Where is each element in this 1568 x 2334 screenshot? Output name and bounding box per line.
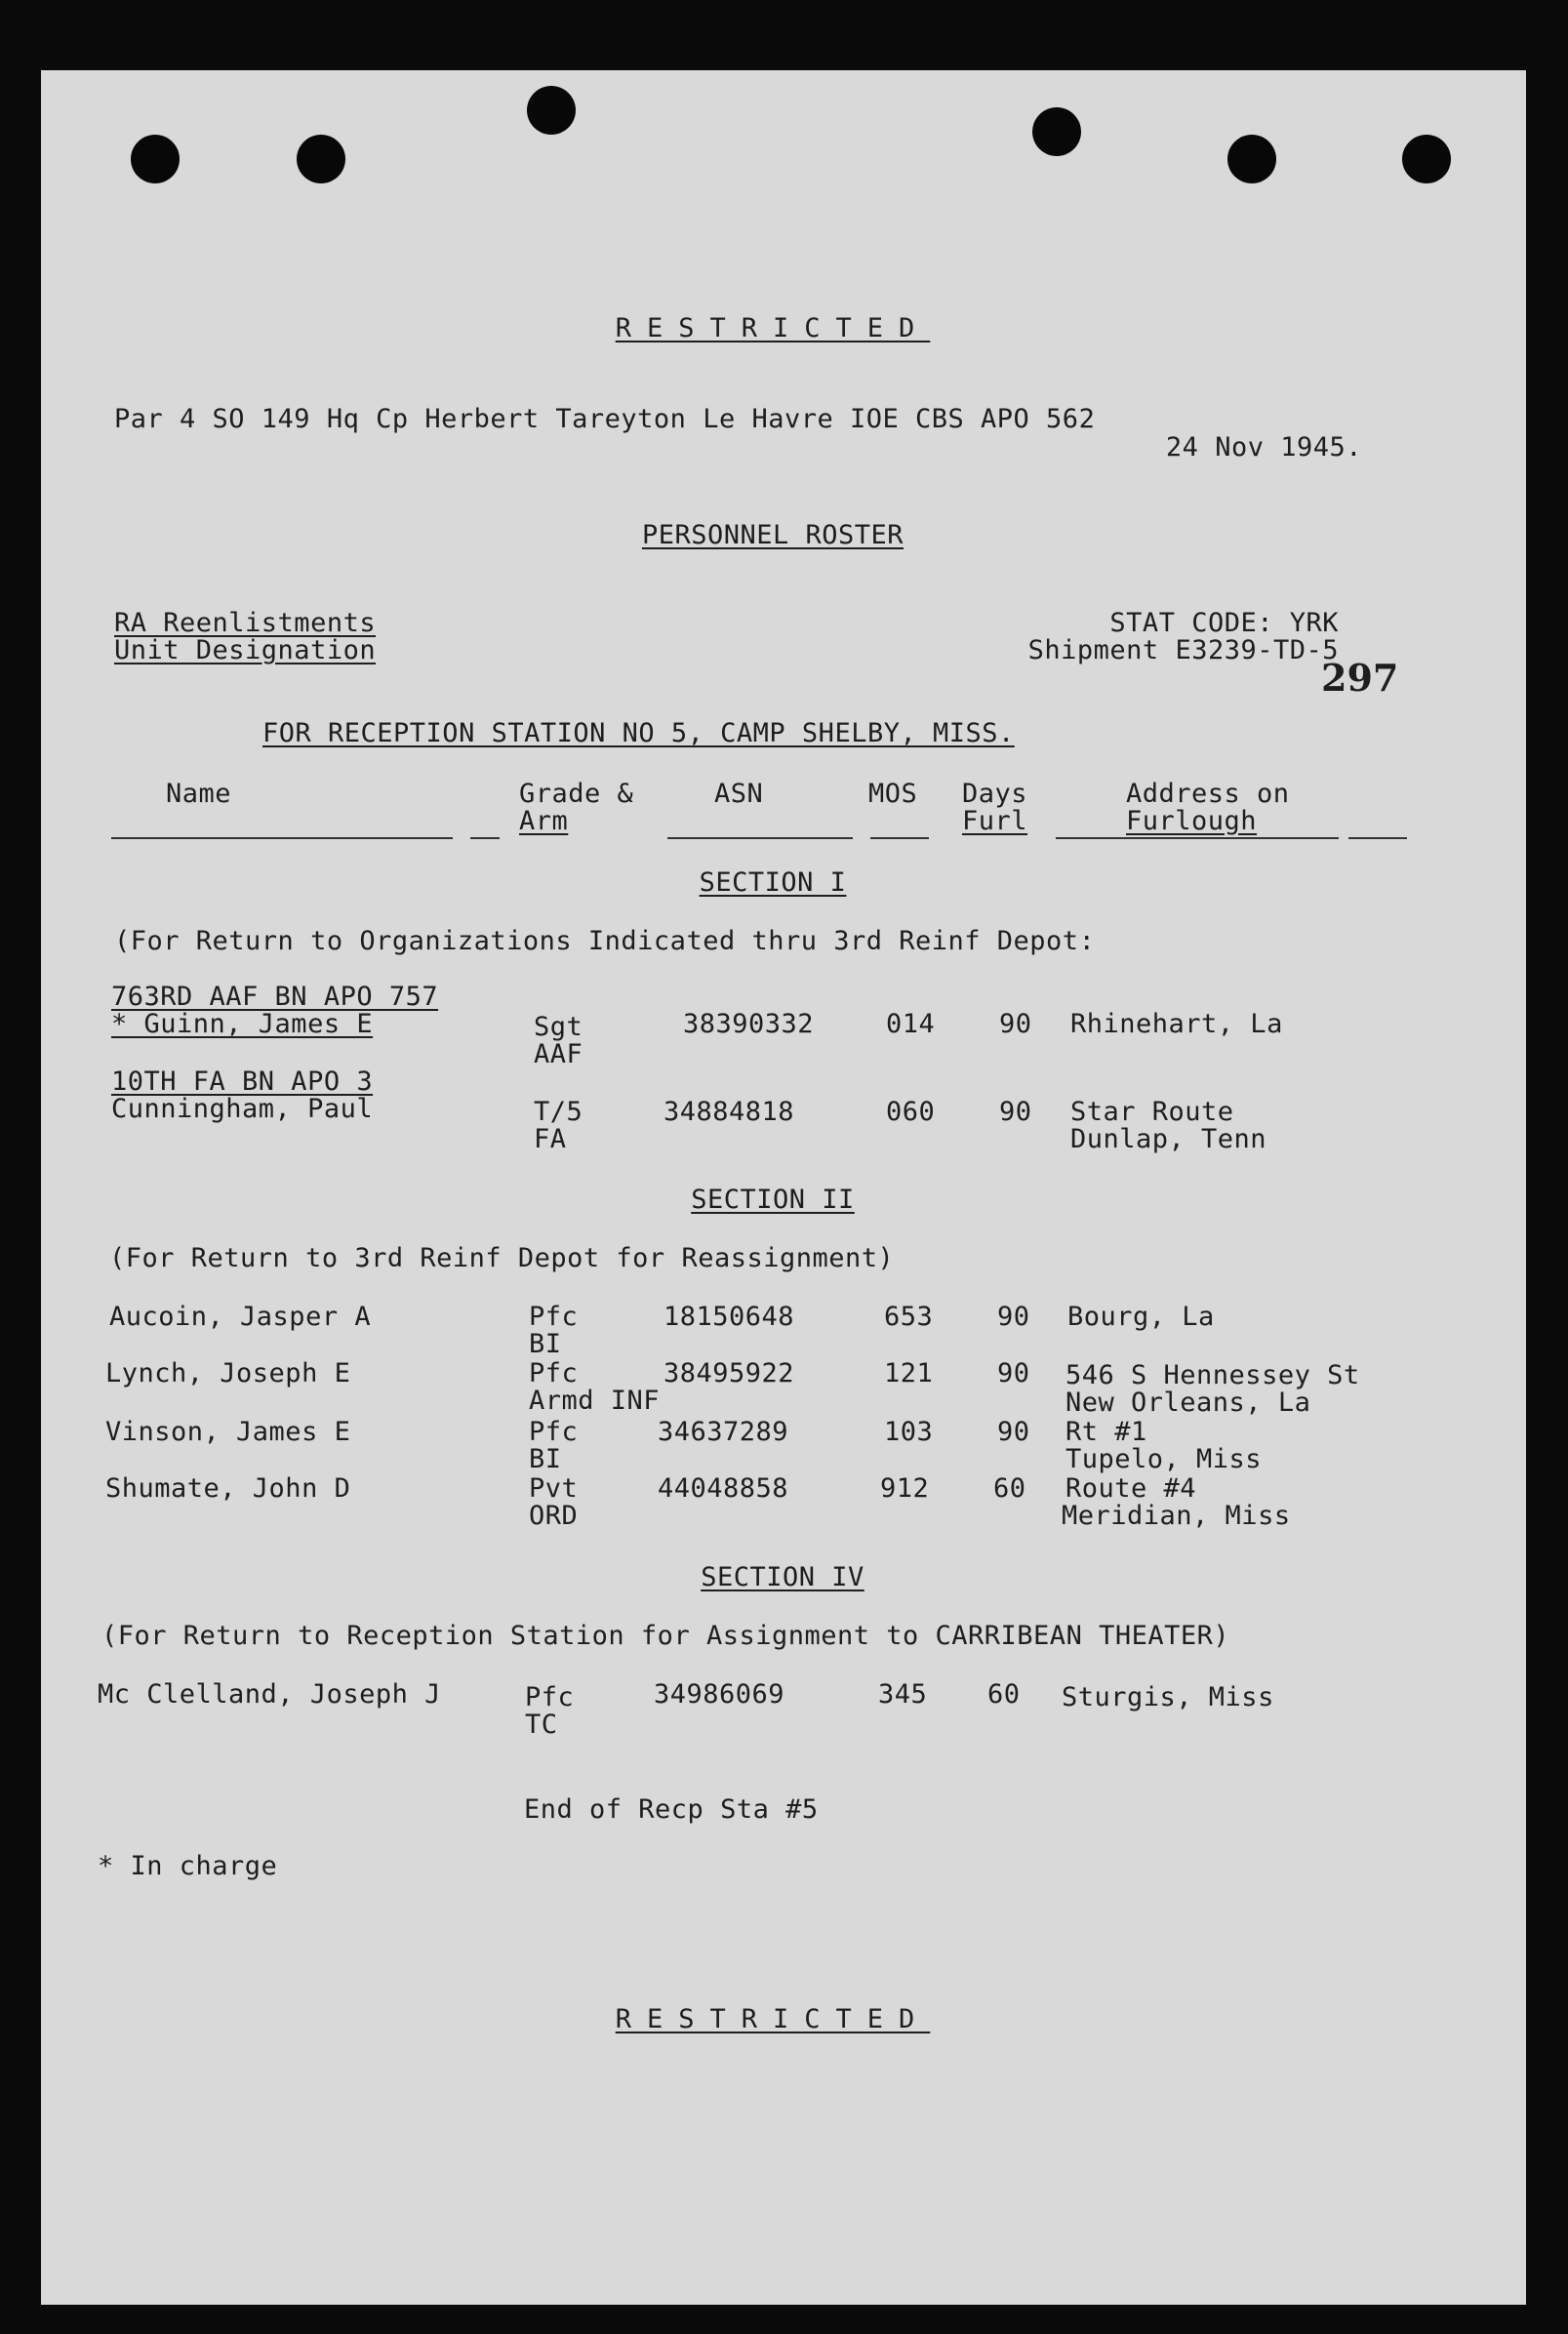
document-date: 24 Nov 1945. — [1165, 432, 1362, 463]
row-name: Mc Clelland, Joseph J — [98, 1679, 441, 1710]
col-grade: Grade & — [519, 779, 634, 809]
row-arm: TC — [525, 1710, 558, 1740]
punch-hole — [1402, 135, 1451, 183]
header-rule — [1348, 837, 1407, 839]
punch-hole — [297, 135, 345, 183]
header-rule — [1056, 837, 1339, 839]
row-asn: 34884818 — [663, 1097, 795, 1127]
row-grade: Pfc — [529, 1417, 579, 1447]
row-grade: T/5 — [534, 1097, 583, 1127]
row-name: Aucoin, Jasper A — [109, 1302, 372, 1332]
row-days: 90 — [997, 1302, 1030, 1332]
classification-bottom: RESTRICTED — [615, 2004, 931, 2034]
row-days: 90 — [997, 1358, 1030, 1388]
col-name: Name — [166, 779, 232, 809]
in-charge-note: * In charge — [98, 1851, 278, 1881]
row-grade: Pvt — [529, 1473, 579, 1504]
row-days: 90 — [999, 1097, 1032, 1127]
row-address-line2: Meridian, Miss — [1062, 1501, 1291, 1531]
row-asn: 44048858 — [658, 1473, 789, 1504]
row-mos: 060 — [886, 1097, 936, 1127]
row-arm: BI — [529, 1329, 562, 1359]
col-days: Days — [962, 779, 1028, 809]
header-rule — [667, 837, 853, 839]
col-mos: MOS — [868, 779, 918, 809]
row-mos: 121 — [884, 1358, 934, 1388]
col-arm: Arm — [519, 806, 569, 836]
row-address: Bourg, La — [1067, 1302, 1215, 1332]
col-furlough: Furlough — [1126, 806, 1258, 836]
row-grade: Pfc — [529, 1358, 579, 1388]
shipment-number: Shipment E3239-TD-5 — [1027, 635, 1339, 665]
row-arm: FA — [534, 1124, 567, 1154]
row-name: * Guinn, James E — [111, 1009, 374, 1039]
row-name: Vinson, James E — [105, 1417, 351, 1447]
row-asn: 18150648 — [663, 1302, 795, 1332]
row-days: 60 — [993, 1473, 1026, 1504]
section-1-title: SECTION I — [699, 867, 847, 898]
row-name: Cunningham, Paul — [111, 1094, 374, 1124]
row-days: 90 — [999, 1009, 1032, 1039]
punch-hole — [131, 135, 180, 183]
section-2-description: (For Return to 3rd Reinf Depot for Reassignment) — [109, 1243, 895, 1273]
col-asn: ASN — [714, 779, 764, 809]
document-title: PERSONNEL ROSTER — [641, 520, 905, 550]
unit-10th-fa: 10TH FA BN APO 3 — [111, 1066, 374, 1097]
row-mos: 103 — [884, 1417, 934, 1447]
unit-reenlistments: RA Reenlistments — [114, 608, 377, 638]
row-mos: 653 — [884, 1302, 934, 1332]
punch-hole — [527, 86, 576, 135]
row-arm: Armd INF — [529, 1386, 661, 1416]
row-name: Lynch, Joseph E — [105, 1358, 351, 1388]
row-address: Rt #1 — [1065, 1417, 1147, 1447]
stat-code: STAT CODE: YRK — [1109, 608, 1339, 638]
row-address: Sturgis, Miss — [1062, 1682, 1274, 1712]
row-mos: 014 — [886, 1009, 936, 1039]
row-asn: 38495922 — [663, 1358, 795, 1388]
row-asn: 34637289 — [658, 1417, 789, 1447]
row-address-line2: New Orleans, La — [1065, 1388, 1311, 1418]
col-furl: Furl — [962, 806, 1028, 836]
row-grade: Pfc — [529, 1302, 579, 1332]
row-address: Star Route — [1070, 1097, 1234, 1127]
section-2-title: SECTION II — [691, 1185, 855, 1215]
section-4-description: (For Return to Reception Station for Assignment to CARRIBEAN THEATER) — [101, 1621, 1230, 1651]
row-arm: ORD — [529, 1501, 579, 1531]
row-arm: BI — [529, 1444, 562, 1474]
header-rule — [111, 837, 453, 839]
punch-hole — [1032, 107, 1081, 156]
header-rule — [470, 837, 500, 839]
row-grade: Pfc — [525, 1682, 575, 1712]
row-address: 546 S Hennessey St — [1065, 1360, 1360, 1390]
unit-763rd: 763RD AAF BN APO 757 — [111, 982, 439, 1012]
row-asn: 34986069 — [654, 1679, 785, 1710]
reference-line: Par 4 SO 149 Hq Cp Herbert Tareyton Le Havre IOE CBS APO 562 — [114, 404, 1096, 434]
end-note: End of Recp Sta #5 — [524, 1794, 819, 1825]
row-address-line2: Dunlap, Tenn — [1070, 1124, 1267, 1154]
section-4-title: SECTION IV — [701, 1562, 864, 1592]
row-address: Rhinehart, La — [1070, 1009, 1283, 1039]
row-arm: AAF — [534, 1039, 583, 1069]
row-days: 90 — [997, 1417, 1030, 1447]
classification-top: RESTRICTED — [615, 313, 931, 343]
row-mos: 912 — [880, 1473, 930, 1504]
row-address-line2: Tupelo, Miss — [1065, 1444, 1263, 1474]
destination-line: FOR RECEPTION STATION NO 5, CAMP SHELBY, MISS. — [262, 718, 1015, 748]
page-number: 297 — [1321, 656, 1399, 700]
unit-designation: Unit Designation — [114, 635, 377, 665]
row-mos: 345 — [878, 1679, 928, 1710]
document-page — [41, 70, 1526, 2305]
row-asn: 38390332 — [683, 1009, 815, 1039]
row-grade: Sgt — [534, 1012, 583, 1042]
row-name: Shumate, John D — [105, 1473, 351, 1504]
section-1-description: (For Return to Organizations Indicated thru 3rd Reinf Depot: — [114, 926, 1096, 956]
punch-hole — [1227, 135, 1276, 183]
header-rule — [870, 837, 929, 839]
row-days: 60 — [987, 1679, 1021, 1710]
row-address: Route #4 — [1065, 1473, 1197, 1504]
col-address: Address on — [1126, 779, 1290, 809]
